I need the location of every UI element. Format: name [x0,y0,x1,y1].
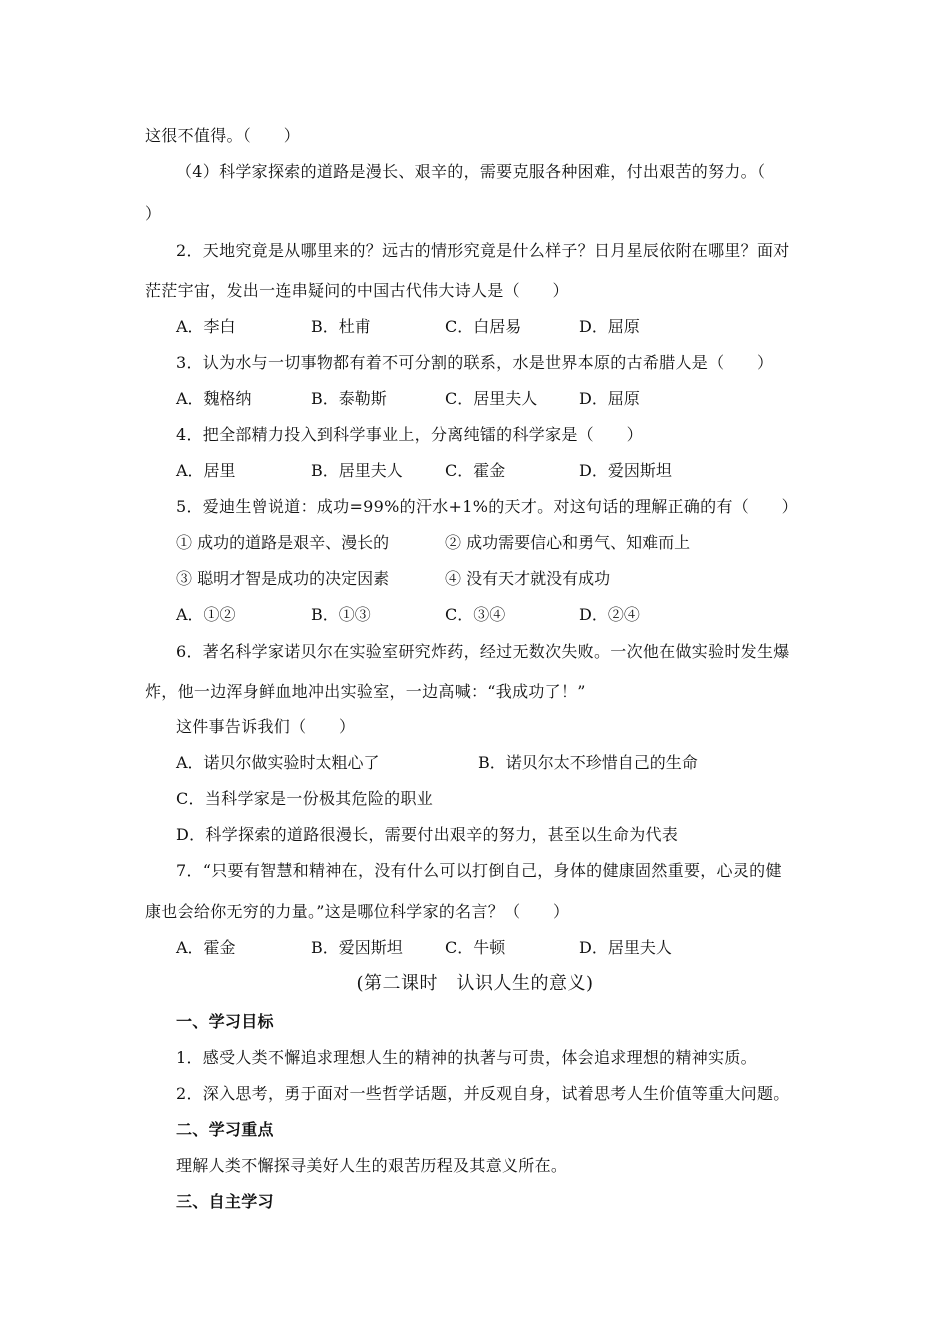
heading-learning-goals: 一、学习目标 [176,1012,274,1031]
option-b: B．杜甫 [311,317,371,336]
goal-2: 2．深入思考，勇于面对一些哲学话题，并反观自身，试着思考人生价值等重大问题。 [176,1084,790,1103]
option-d: D．居里夫人 [579,938,672,957]
text-line: ） [145,204,162,223]
question-6-options-row1 [176,752,816,774]
text-line: 这很不值得。（ ） [145,126,301,145]
question-2-line1: 2．天地究竟是从哪里来的？远古的情形究竟是什么样子？日月星辰依附在哪里？面对 [176,241,790,260]
statement-4: ④ 没有天才就没有成功 [445,569,611,588]
question-4-options [176,460,816,482]
option-a: A．①② [176,605,236,624]
question-2-options [176,316,816,338]
option-d: D．②④ [579,605,640,624]
question-6-line1: 6．著名科学家诺贝尔在实验室研究炸药，经过无数次失败。一次他在做实验时发生爆 [176,642,790,661]
option-a: A．居里 [176,461,236,480]
option-d: D．屈原 [579,389,640,408]
question-5-statements-row2 [176,568,816,590]
option-b: B．泰勒斯 [311,389,387,408]
option-c: C．③④ [445,605,506,624]
option-a: A．李白 [176,317,236,336]
goal-1: 1．感受人类不懈追求理想人生的精神的执著与可贵，体会追求理想的精神实质。 [176,1048,757,1067]
option-b: B．居里夫人 [311,461,403,480]
heading-self-study: 三、自主学习 [176,1192,274,1211]
question-5: 5．爱迪生曾说道：成功=99%的汗水+1%的天才。对这句话的理解正确的有（ ） [176,497,798,516]
option-b: B．爱因斯坦 [311,938,403,957]
statement-2: ② 成功需要信心和勇气、知难而上 [445,533,691,552]
section-title: (第二课时 认识人生的意义) [356,973,594,994]
option-a: A．诺贝尔做实验时太粗心了 [176,753,380,772]
question-5-statements-row1 [176,532,816,554]
option-b: B．诺贝尔太不珍惜自己的生命 [478,753,698,772]
question-7-line2: 康也会给你无穷的力量。”这是哪位科学家的名言？（ ） [145,902,570,921]
statement-3: ③ 聪明才智是成功的决定因素 [176,569,390,588]
question-3-options [176,388,816,410]
key-point: 理解人类不懈探寻美好人生的艰苦历程及其意义所在。 [176,1156,568,1175]
question-7-line1: 7．“只要有智慧和精神在，没有什么可以打倒自己，身体的健康固然重要，心灵的健 [176,861,782,880]
option-b: B．①③ [311,605,371,624]
heading-key-points: 二、学习重点 [176,1120,274,1139]
option-a: A．魏格纳 [176,389,252,408]
question-6-line3: 这件事告诉我们（ ） [176,717,356,736]
option-d: D．爱因斯坦 [579,461,672,480]
option-c: C．白居易 [445,317,522,336]
statement-1: ① 成功的道路是艰辛、漫长的 [176,533,390,552]
option-d: D．科学探索的道路很漫长，需要付出艰辛的努力，甚至以生命为代表 [176,825,679,844]
question-7-options [176,937,816,959]
option-c: C．牛顿 [445,938,506,957]
option-d: D．屈原 [579,317,640,336]
option-c: C．当科学家是一份极其危险的职业 [176,789,434,808]
question-3: 3．认为水与一切事物都有着不可分割的联系，水是世界本原的古希腊人是（ ） [176,353,774,372]
option-a: A．霍金 [176,938,236,957]
question-6-line2: 炸，他一边浑身鲜血地冲出实验室，一边高喊：“我成功了！” [145,682,586,701]
text-line: （4）科学家探索的道路是漫长、艰辛的，需要克服各种困难，付出艰苦的努力。（ [176,162,766,181]
question-4: 4．把全部精力投入到科学事业上，分离纯镭的科学家是（ ） [176,425,643,444]
option-c: C．居里夫人 [445,389,538,408]
option-c: C．霍金 [445,461,506,480]
question-2-line2: 茫茫宇宙，发出一连串疑问的中国古代伟大诗人是（ ） [145,281,569,300]
question-5-options [176,604,816,626]
